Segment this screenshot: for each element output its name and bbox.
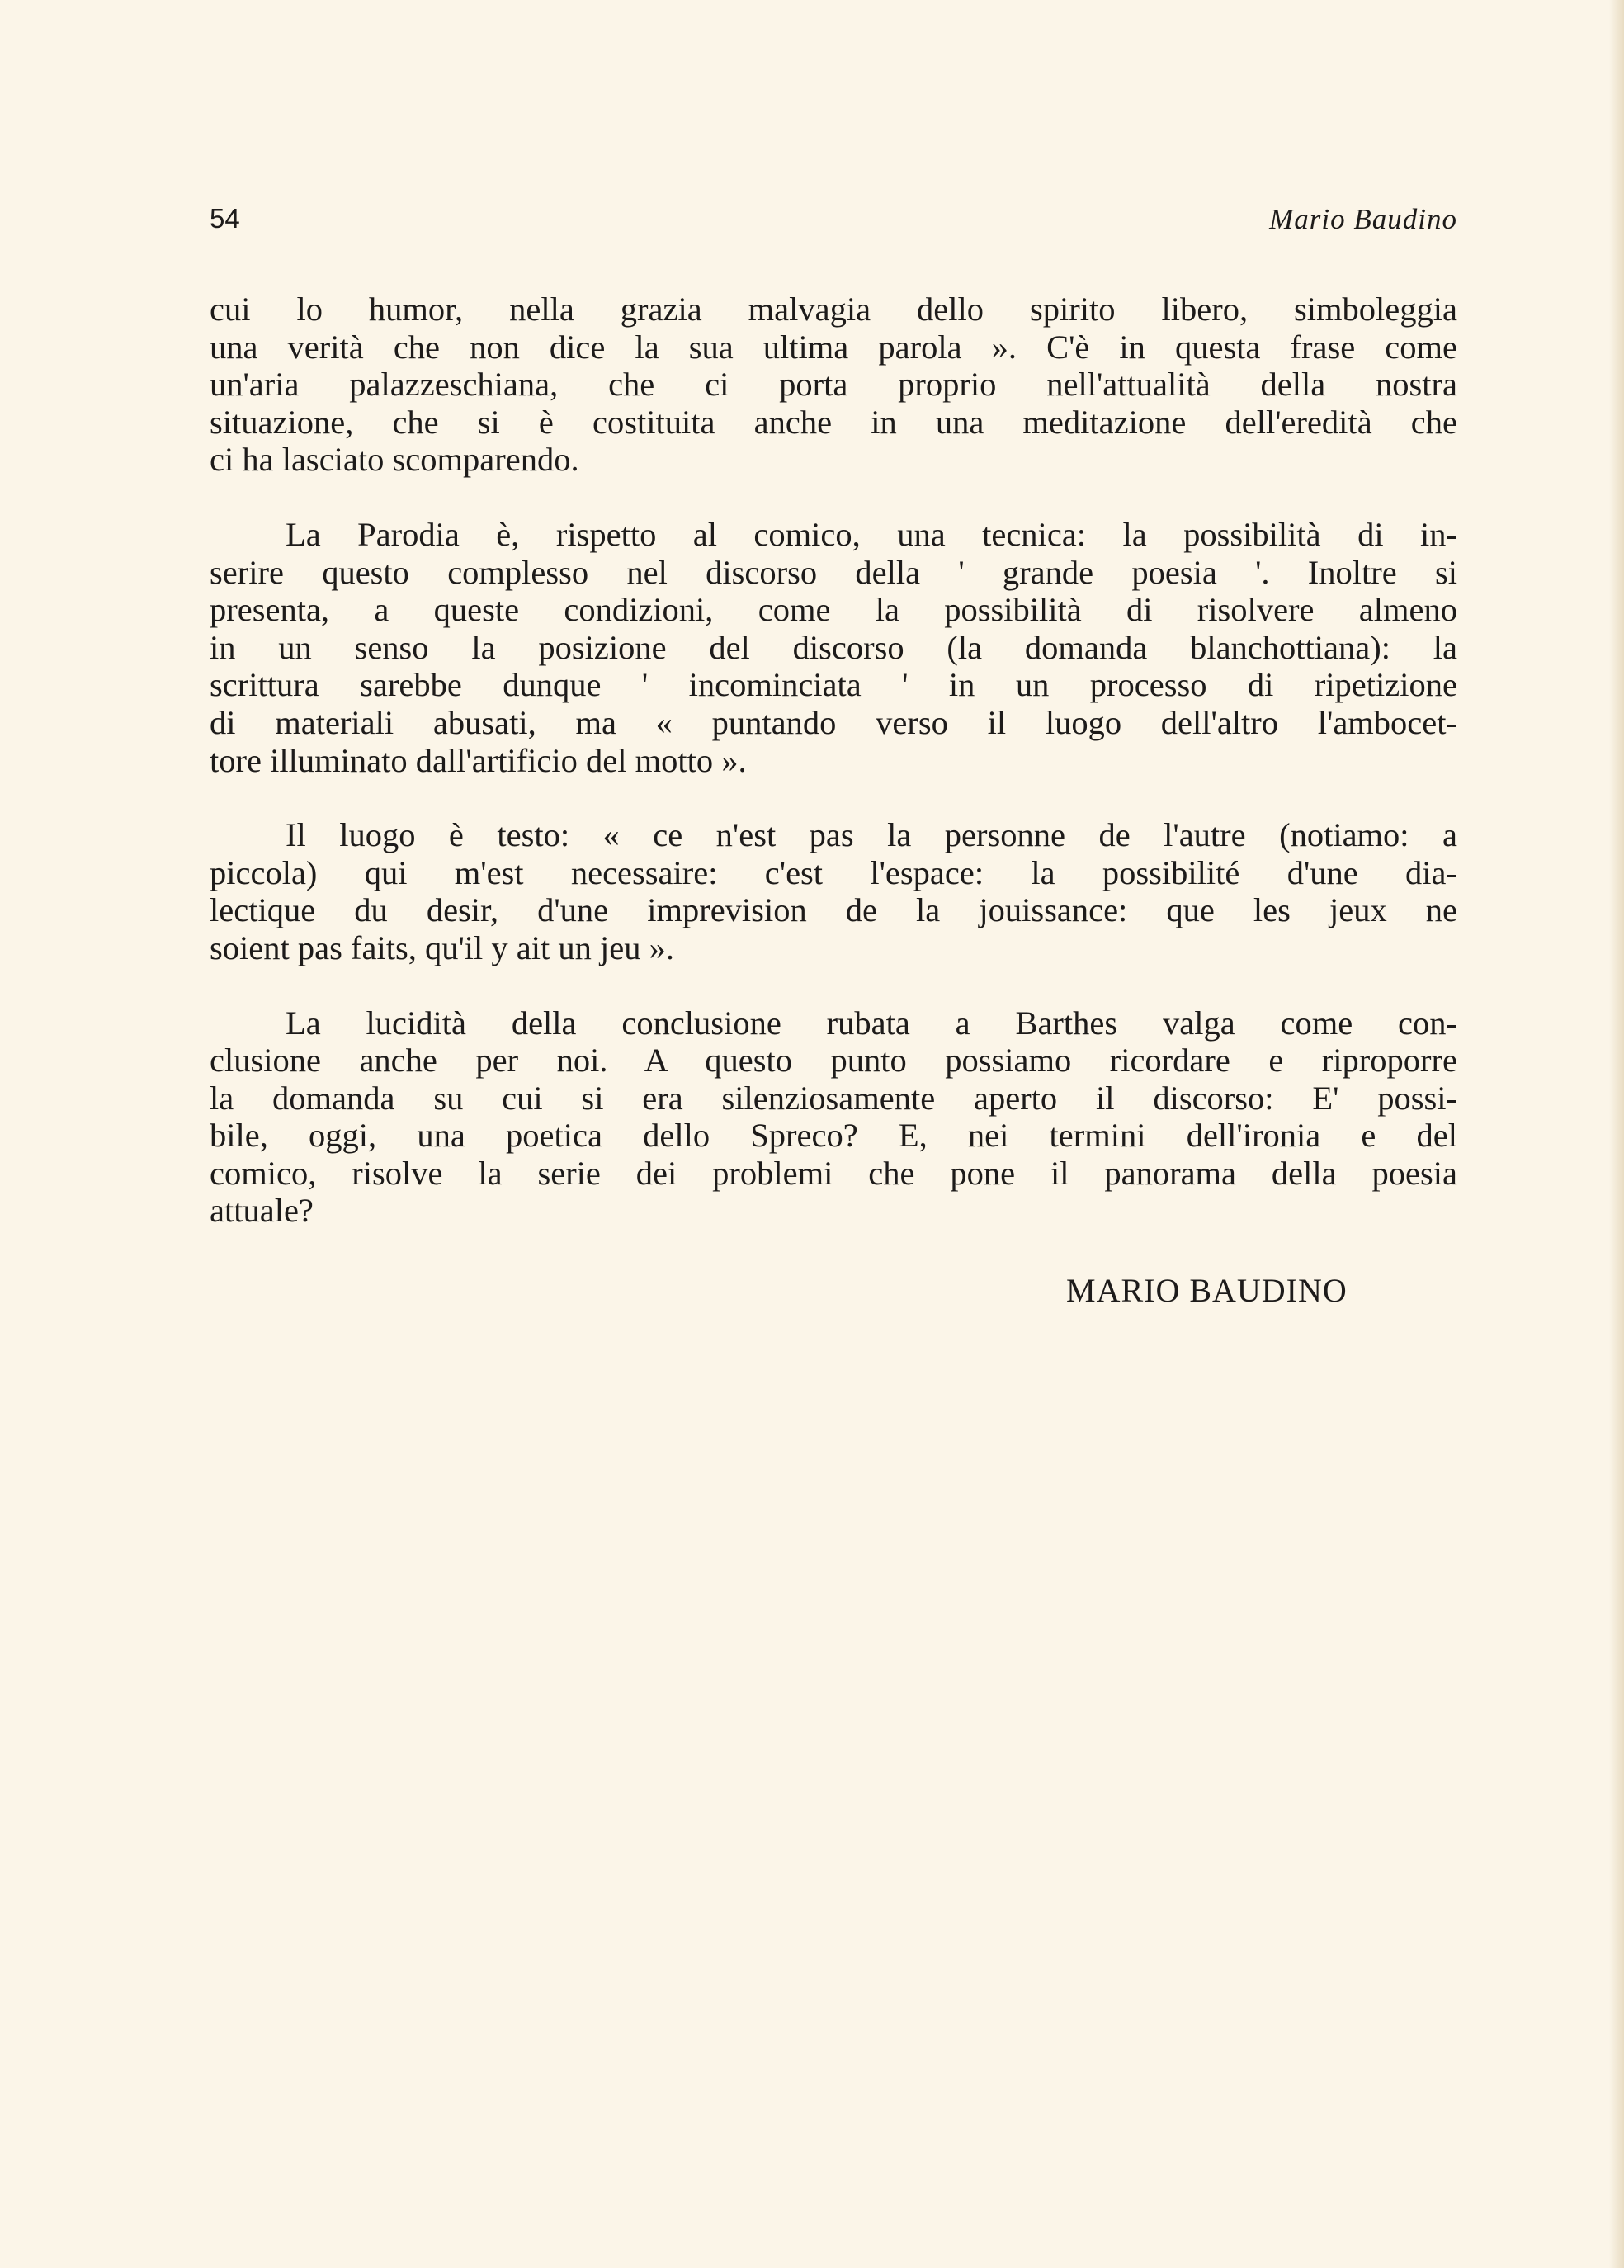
text-line: la domanda su cui si era silenziosamente aperto il discorso: E' possi- <box>210 1079 1457 1117</box>
paragraph-1 <box>210 291 1457 479</box>
text-line: serire questo complesso nel discorso della ' grande poesia '. Inoltre si <box>210 553 1457 591</box>
text-line: in un senso la posizione del discorso (la domanda blanchottiana): la <box>210 628 1457 666</box>
text-line: ci ha lasciato scomparendo. <box>210 441 579 479</box>
paragraph-2 <box>210 516 1457 779</box>
text-line: piccola) qui m'est necessaire: c'est l'espace: la possibilité d'une dia- <box>210 853 1457 891</box>
text-line: presenta, a queste condizioni, come la possibilità di risolvere almeno <box>210 591 1457 629</box>
text-line: di materiali abusati, ma « puntando verso il luogo dell'altro l'ambocet- <box>210 703 1457 741</box>
paragraph-4 <box>210 1004 1457 1231</box>
text-line: un'aria palazzeschiana, che ci porta proprio nell'attualità della nostra <box>210 366 1457 404</box>
paragraph-3 <box>210 816 1457 966</box>
text-line: cui lo humor, nella grazia malvagia dello spirito libero, simboleggia <box>210 291 1457 328</box>
text-line: situazione, che si è costituita anche in una meditazione dell'eredità che <box>210 403 1457 441</box>
page-header <box>210 203 1457 244</box>
text-line: clusione anche per noi. A questo punto possiamo ricordare e riproporre <box>210 1042 1457 1080</box>
page-edge-shadow <box>1609 0 1624 2268</box>
text-line: scrittura sarebbe dunque ' incominciata ' in un processo di ripetizione <box>210 666 1457 704</box>
body-text <box>210 291 1457 1267</box>
text-line: comico, risolve la serie dei problemi che pone il panorama della poesia <box>210 1154 1457 1192</box>
text-line: attuale? <box>210 1192 314 1230</box>
text-line: lectique du desir, d'une imprevision de la jouissance: que les jeux ne <box>210 891 1457 929</box>
page-number: 54 <box>210 203 240 234</box>
text-line: La Parodia è, rispetto al comico, una tecnica: la possibilità di in- <box>286 515 1457 553</box>
text-line: La lucidità della conclusione rubata a Barthes valga come con- <box>286 1004 1457 1042</box>
text-line: soient pas faits, qu'il y ait un jeu ». <box>210 928 674 966</box>
text-line: bile, oggi, una poetica dello Spreco? E, nei termini dell'ironia e del <box>210 1117 1457 1155</box>
text-line: una verità che non dice la sua ultima parola ». C'è in questa frase come <box>210 328 1457 366</box>
text-line: Il luogo è testo: « ce n'est pas la personne de l'autre (notiamo: a <box>286 816 1457 854</box>
text-line: tore illuminato dall'artificio del motto ». <box>210 741 747 779</box>
running-head: Mario Baudino <box>1269 203 1457 235</box>
author-signature: MARIO BAUDINO <box>1066 1272 1348 1309</box>
